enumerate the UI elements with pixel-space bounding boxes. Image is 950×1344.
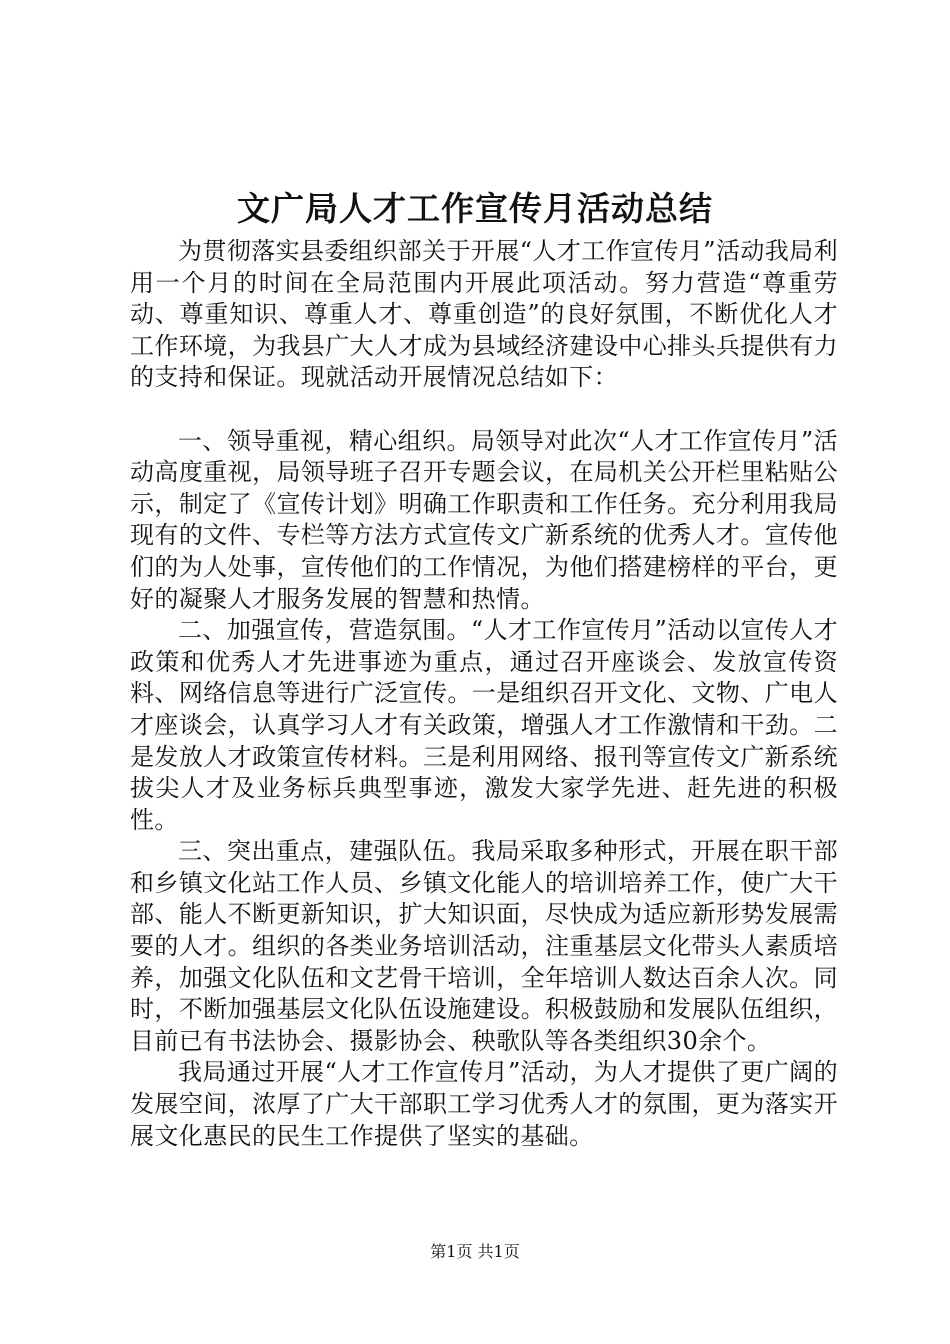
document-title: 文广局人才工作宣传月活动总结 [237, 189, 713, 228]
page-footer: 第1页 共1页 [430, 1242, 520, 1261]
paragraph-section-3: 三、突出重点，建强队伍。我局采取多种形式，开展在职干部和乡镇文化站工作人员、乡镇文化能人的培训培养工作，使广大干部、能人不断更新知识，扩大知识面，尽快成为适应新形势发展需要的人才。组织的各类业务培训活动，注重基层文化带头人素质培养，加强文化队伍和文艺骨干培训，全年培训人数达百余人次。同时，不断加强基层文化队伍设施建设。积极鼓励和发展队伍组织，目前已有书法协会、摄影协会、秧歌队等各类组织30余个。 [130, 837, 838, 1055]
paragraph-intro: 为贯彻落实县委组织部关于开展“人才工作宣传月”活动我局利用一个月的时间在全局范围内开展此项活动。努力营造“尊重劳动、尊重知识、尊重人才、尊重创造”的良好氛围，不断优化人才工作环境，为我县广大人才成为县域经济建设中心排头兵提供有力的支持和保证。现就活动开展情况总结如下： [130, 237, 838, 392]
paragraph-conclusion: 我局通过开展“人才工作宣传月”活动，为人才提供了更广阔的发展空间，浓厚了广大干部职工学习优秀人才的氛围，更为落实开展文化惠民的民生工作提供了坚实的基础。 [130, 1058, 838, 1150]
paragraph-section-2: 二、加强宣传，营造氛围。“人才工作宣传月”活动以宣传人才政策和优秀人才先进事迹为重点，通过召开座谈会、发放宣传资料、网络信息等进行广泛宣传。一是组织召开文化、文物、广电人才座谈会，认真学习人才有关政策，增强人才工作激情和干劲。二是发放人才政策宣传材料。三是利用网络、报刊等宣传文广新系统拔尖人才及业务标兵典型事迹，激发大家学先进、赶先进的积极性。 [130, 616, 838, 834]
paragraph-section-1: 一、领导重视，精心组织。局领导对此次“人才工作宣传月”活动高度重视，局领导班子召开专题会议，在局机关公开栏里粘贴公示，制定了《宣传计划》明确工作职责和工作任务。充分利用我局现有的文件、专栏等方法方式宣传文广新系统的优秀人才。宣传他们的为人处事，宣传他们的工作情况，为他们搭建榜样的平台，更好的凝聚人才服务发展的智慧和热情。 [130, 426, 838, 613]
paragraph-spacer [130, 394, 838, 426]
document-body [130, 236, 838, 1152]
